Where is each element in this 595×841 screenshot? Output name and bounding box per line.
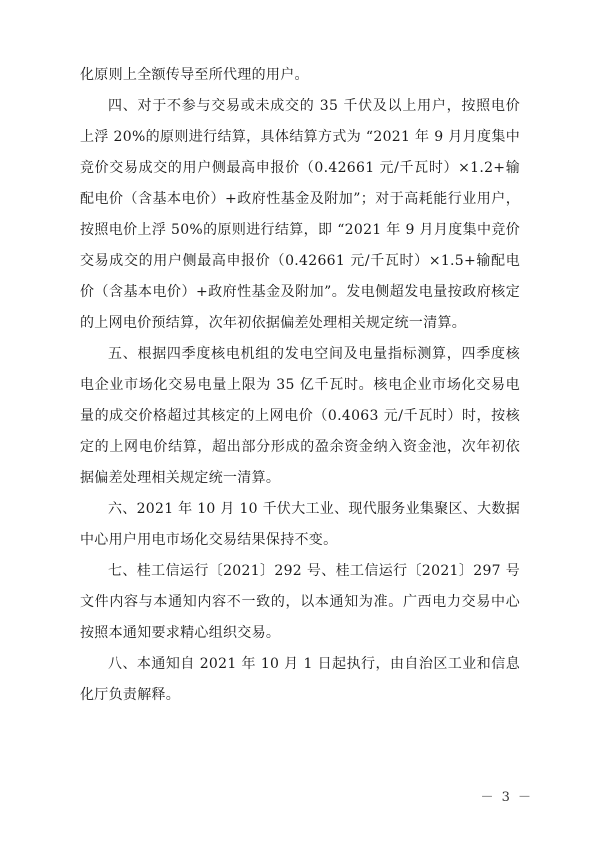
paragraph-item-8: 八、本通知自 2021 年 10 月 1 日起执行，由自治区工业和信息化厅负责解释。 <box>80 656 520 703</box>
continuation-paragraph: 化原则上全额传导至所代理的用户。 <box>80 67 309 83</box>
paragraph-item-7: 七、桂工信运行〔2021〕292 号、桂工信运行〔2021〕297 号文件内容与本通知内容不一致的，以本通知为准。广西电力交易中心按照本通知要求精心组织交易。 <box>80 563 520 641</box>
paragraph-item-5: 五、根据四季度核电机组的发电空间及电量指标测算，四季度核电企业市场化交易电量上限为 35 亿千瓦时。核电企业市场化交易电量的成交价格超过其核定的上网电价（0.4063 元/千瓦时）时，按核定的上网电价结算，超出部分形成的盈余资金纳入资金池，次年初依据偏差处理相关规定统一清算。 <box>80 346 520 486</box>
paragraph-item-4: 四、对于不参与交易或未成交的 35 千伏及以上用户，按照电价上浮 20%的原则进行结算，具体结算方式为 “2021 年 9 月月度集中竞价交易成交的用户侧最高申报价（0.42661 元/千瓦时）×1.2+输配电价（含基本电价）+政府性基金及附加”；对于高耗能行业用户，按照电价上浮 50%的原则进行结算，即 “2021 年 9 月月度集中竞价交易成交的用户侧最高申报价（0.42661 元/千瓦时）×1.5+输配电价（含基本电价）+政府性基金及附加”。发电侧超发电量按政府核定的上网电价预结算，次年初依据偏差处理相关规定统一清算。 <box>80 98 520 331</box>
document-body <box>80 60 520 711</box>
paragraph-item-6: 六、2021 年 10 月 10 千伏大工业、现代服务业集聚区、大数据中心用户用电市场化交易结果保持不变。 <box>80 501 521 548</box>
page-number: － 3 － <box>480 790 533 805</box>
